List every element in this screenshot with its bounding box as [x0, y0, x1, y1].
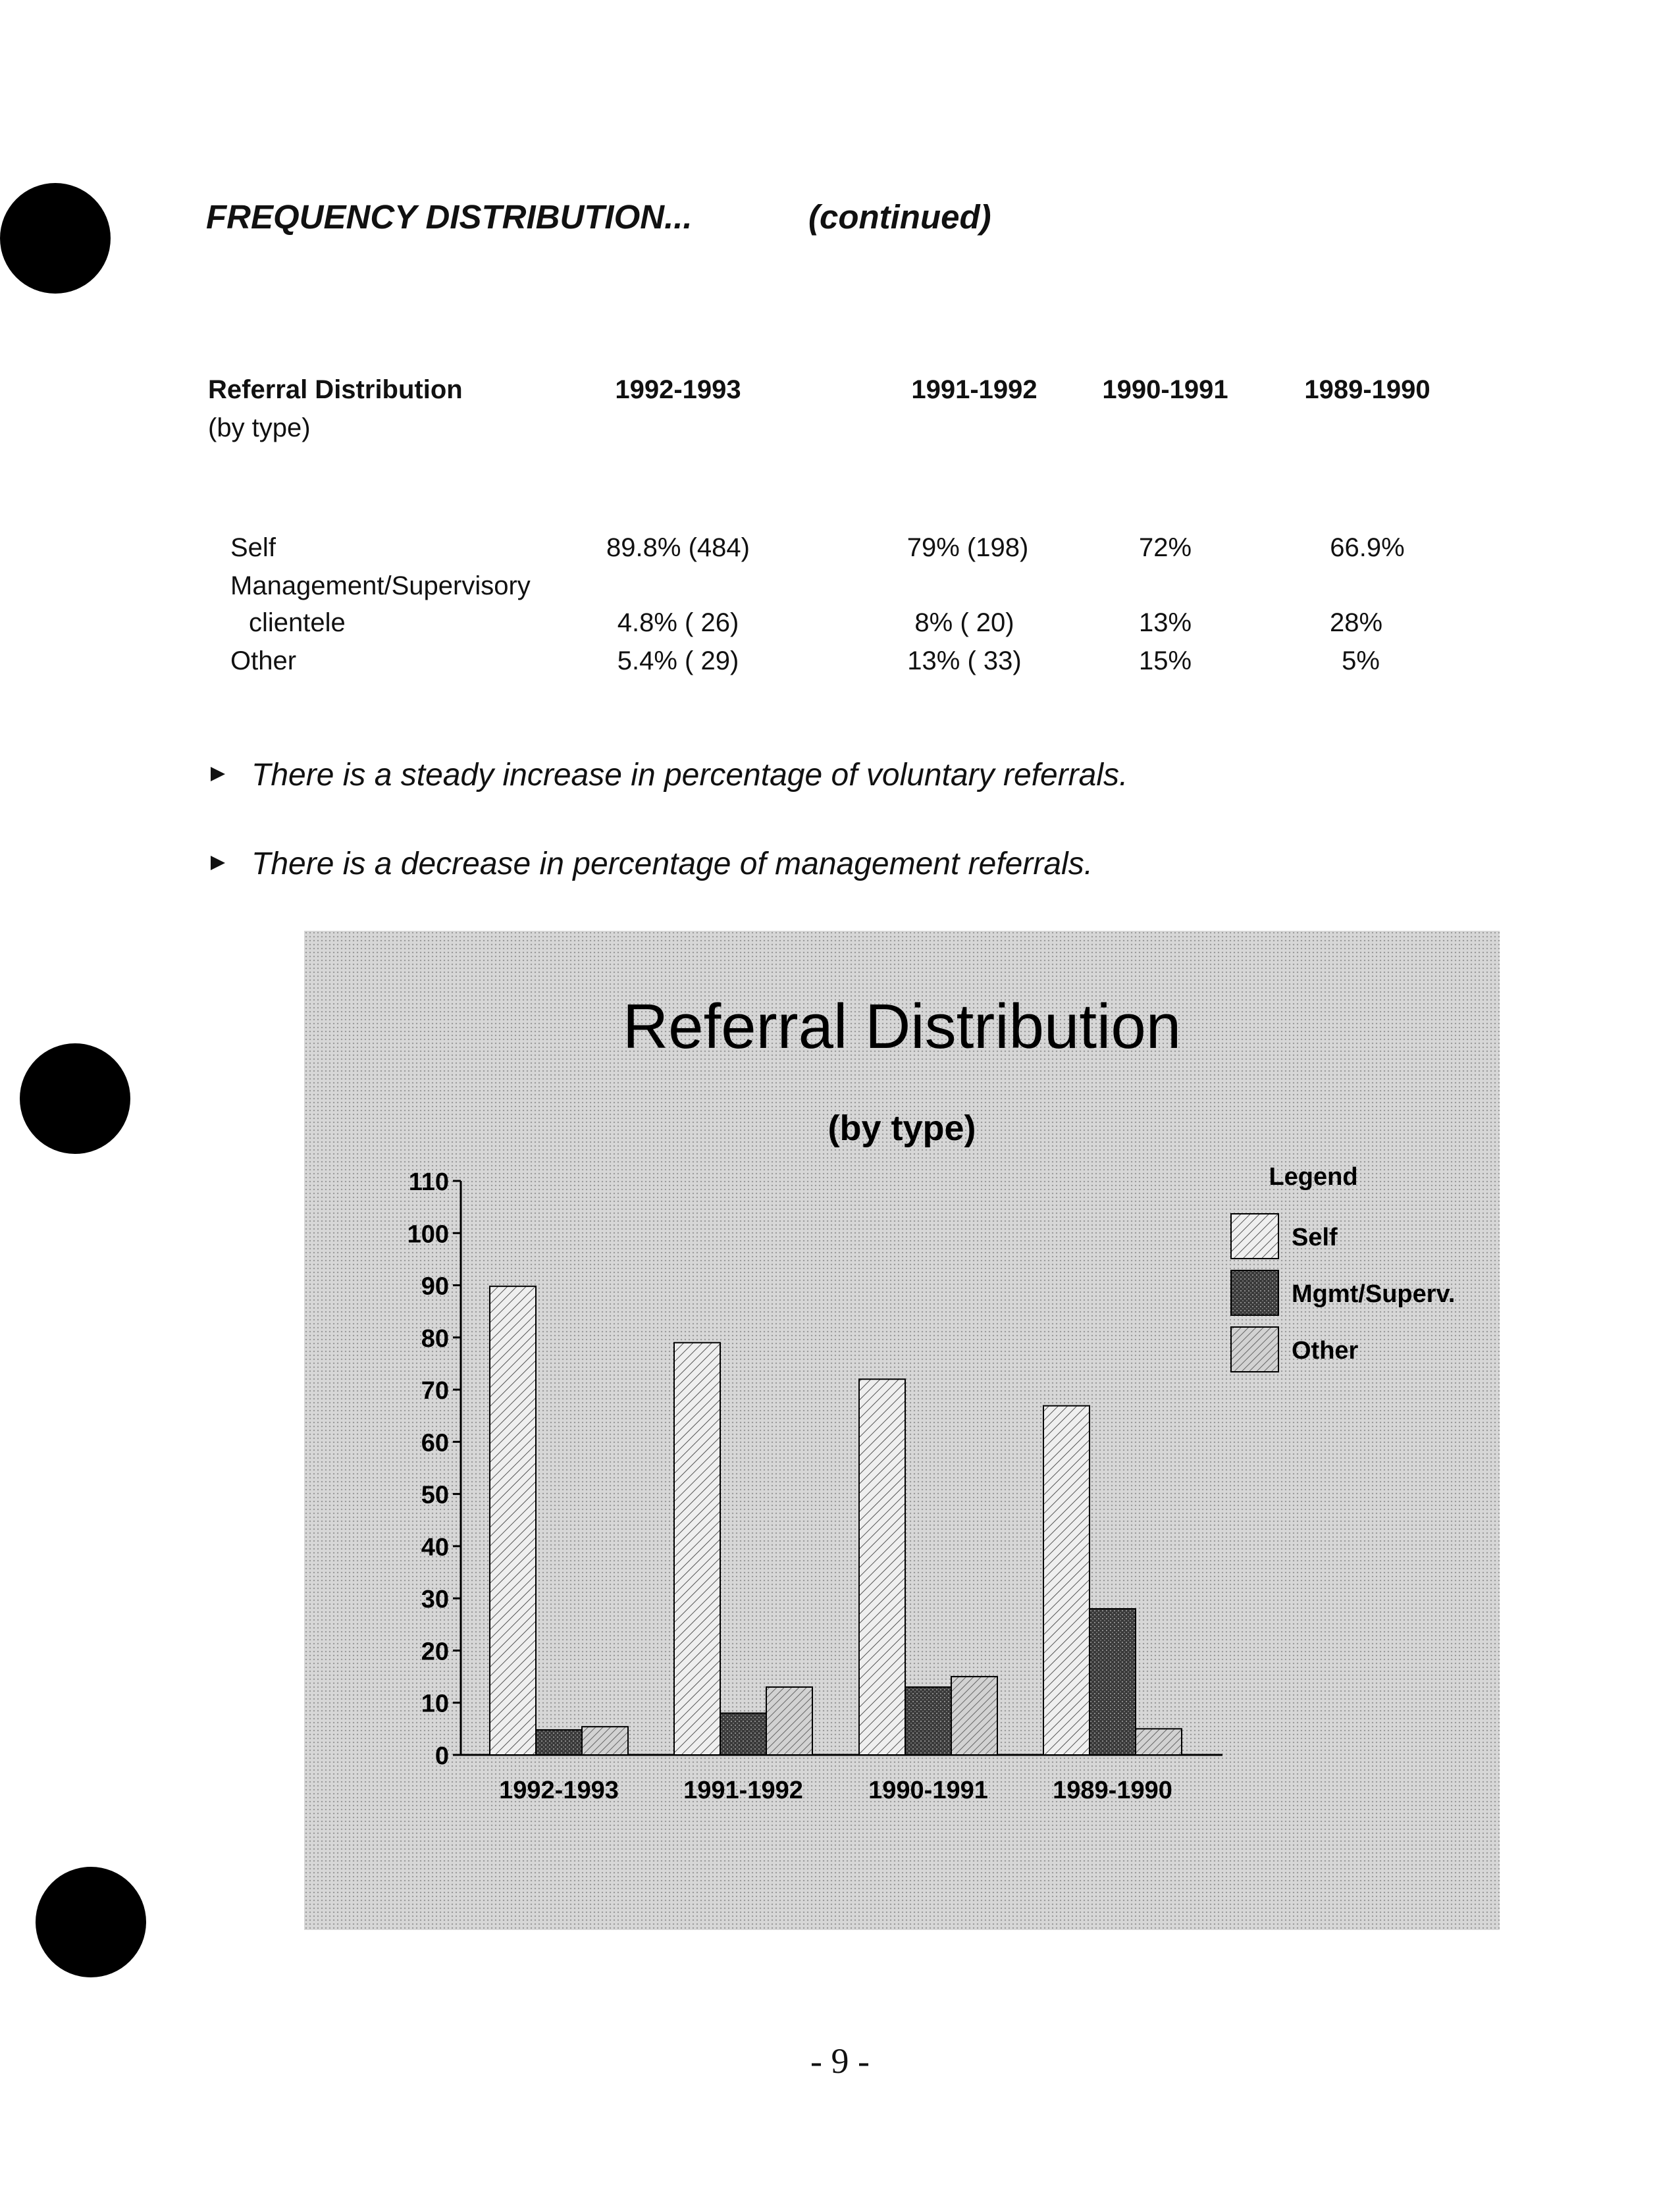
cell-other-1990-1991: 15%: [1138, 646, 1192, 675]
bar-mgmt: [1089, 1609, 1136, 1755]
y-tick-label: 90: [421, 1272, 449, 1301]
y-tick-label: 110: [408, 1168, 449, 1196]
cell-management-1990-1991: 13%: [1138, 608, 1192, 637]
binder-hole-top: [0, 183, 111, 294]
table-header-label: Referral Distribution: [208, 375, 463, 404]
chart-svg: [304, 931, 1500, 1930]
bullet-text: There is a steady increase in percentage of voluntary referrals.: [251, 758, 1128, 793]
legend-label: Other: [1292, 1337, 1359, 1365]
cell-other-1989-1990: 5%: [1342, 646, 1380, 675]
chart-x-labels: [499, 1777, 1172, 1804]
y-tick-label: 100: [407, 1220, 449, 1249]
chart-title: Referral Distribution: [622, 991, 1182, 1062]
bar-self: [490, 1286, 536, 1755]
y-tick-label: 60: [421, 1429, 449, 1457]
bar-self: [859, 1379, 905, 1755]
row-label-self: Self: [230, 533, 276, 562]
arrow-bullet-icon: [211, 767, 225, 781]
column-header-1990-1991: 1990-1991: [1102, 375, 1228, 404]
row-label-management: Management/Supervisory: [230, 571, 531, 600]
row-label-management-extra: clientele: [249, 608, 346, 637]
y-tick-label: 40: [421, 1533, 449, 1561]
y-tick-label: 30: [421, 1586, 449, 1614]
bar-other: [582, 1727, 628, 1755]
cell-other-1991-1992: 13% ( 33): [907, 646, 1022, 675]
section-heading: FREQUENCY DISTRIBUTION...: [206, 198, 693, 236]
y-tick-label: 0: [434, 1742, 449, 1770]
bullet-item-voluntary: [211, 757, 1128, 793]
y-tick-label: 50: [421, 1481, 449, 1509]
chart-legend: [1231, 1163, 1455, 1372]
bullet-item-management: [211, 846, 1093, 882]
bar-mgmt: [536, 1730, 582, 1755]
x-tick-label: 1990-1991: [868, 1777, 988, 1804]
chart-subtitle: (by type): [827, 1108, 976, 1148]
cell-management-1992-1993: 4.8% ( 26): [617, 608, 739, 637]
y-tick-label: 20: [421, 1638, 449, 1666]
y-tick-label: 70: [421, 1377, 449, 1405]
cell-management-1991-1992: 8% ( 20): [914, 608, 1014, 637]
bar-self: [674, 1343, 720, 1755]
referral-distribution-chart: [304, 931, 1500, 1930]
cell-other-1992-1993: 5.4% ( 29): [617, 646, 739, 675]
page-number: - 9 -: [810, 2041, 870, 2081]
legend-swatch: [1231, 1214, 1278, 1259]
column-header-1992-1993: 1992-1993: [615, 375, 741, 404]
cell-management-1989-1990: 28%: [1329, 608, 1383, 637]
cell-self-1990-1991: 72%: [1138, 533, 1192, 562]
binder-hole-middle: [20, 1043, 130, 1154]
y-tick-label: 10: [421, 1690, 449, 1718]
column-header-1991-1992: 1991-1992: [911, 375, 1037, 404]
y-tick-label: 80: [421, 1324, 449, 1353]
legend-title: Legend: [1269, 1163, 1358, 1191]
legend-label: Mgmt/Superv.: [1292, 1280, 1456, 1308]
x-tick-label: 1989-1990: [1053, 1777, 1172, 1804]
bar-mgmt: [720, 1713, 766, 1755]
legend-label: Self: [1292, 1224, 1338, 1251]
cell-self-1992-1993: 89.8% (484): [606, 533, 750, 562]
x-tick-label: 1992-1993: [499, 1777, 619, 1804]
bar-mgmt: [905, 1687, 951, 1755]
bar-other: [1136, 1729, 1182, 1755]
legend-swatch: [1231, 1270, 1278, 1315]
bar-other: [951, 1677, 997, 1755]
bullet-text: There is a decrease in percentage of management referrals.: [251, 847, 1093, 881]
section-heading-continued: (continued): [808, 198, 991, 236]
cell-self-1989-1990: 66.9%: [1330, 533, 1405, 562]
arrow-bullet-icon: [211, 856, 225, 870]
bar-self: [1043, 1406, 1089, 1755]
column-header-1989-1990: 1989-1990: [1304, 375, 1431, 404]
chart-bars: [490, 1286, 1182, 1755]
binder-hole-bottom: [36, 1867, 146, 1977]
table-header-sublabel: (by type): [208, 413, 311, 442]
legend-swatch: [1231, 1327, 1278, 1372]
cell-self-1991-1992: 79% (198): [906, 533, 1029, 562]
row-label-other: Other: [230, 646, 297, 675]
bar-other: [766, 1687, 812, 1755]
x-tick-label: 1991-1992: [683, 1777, 803, 1804]
